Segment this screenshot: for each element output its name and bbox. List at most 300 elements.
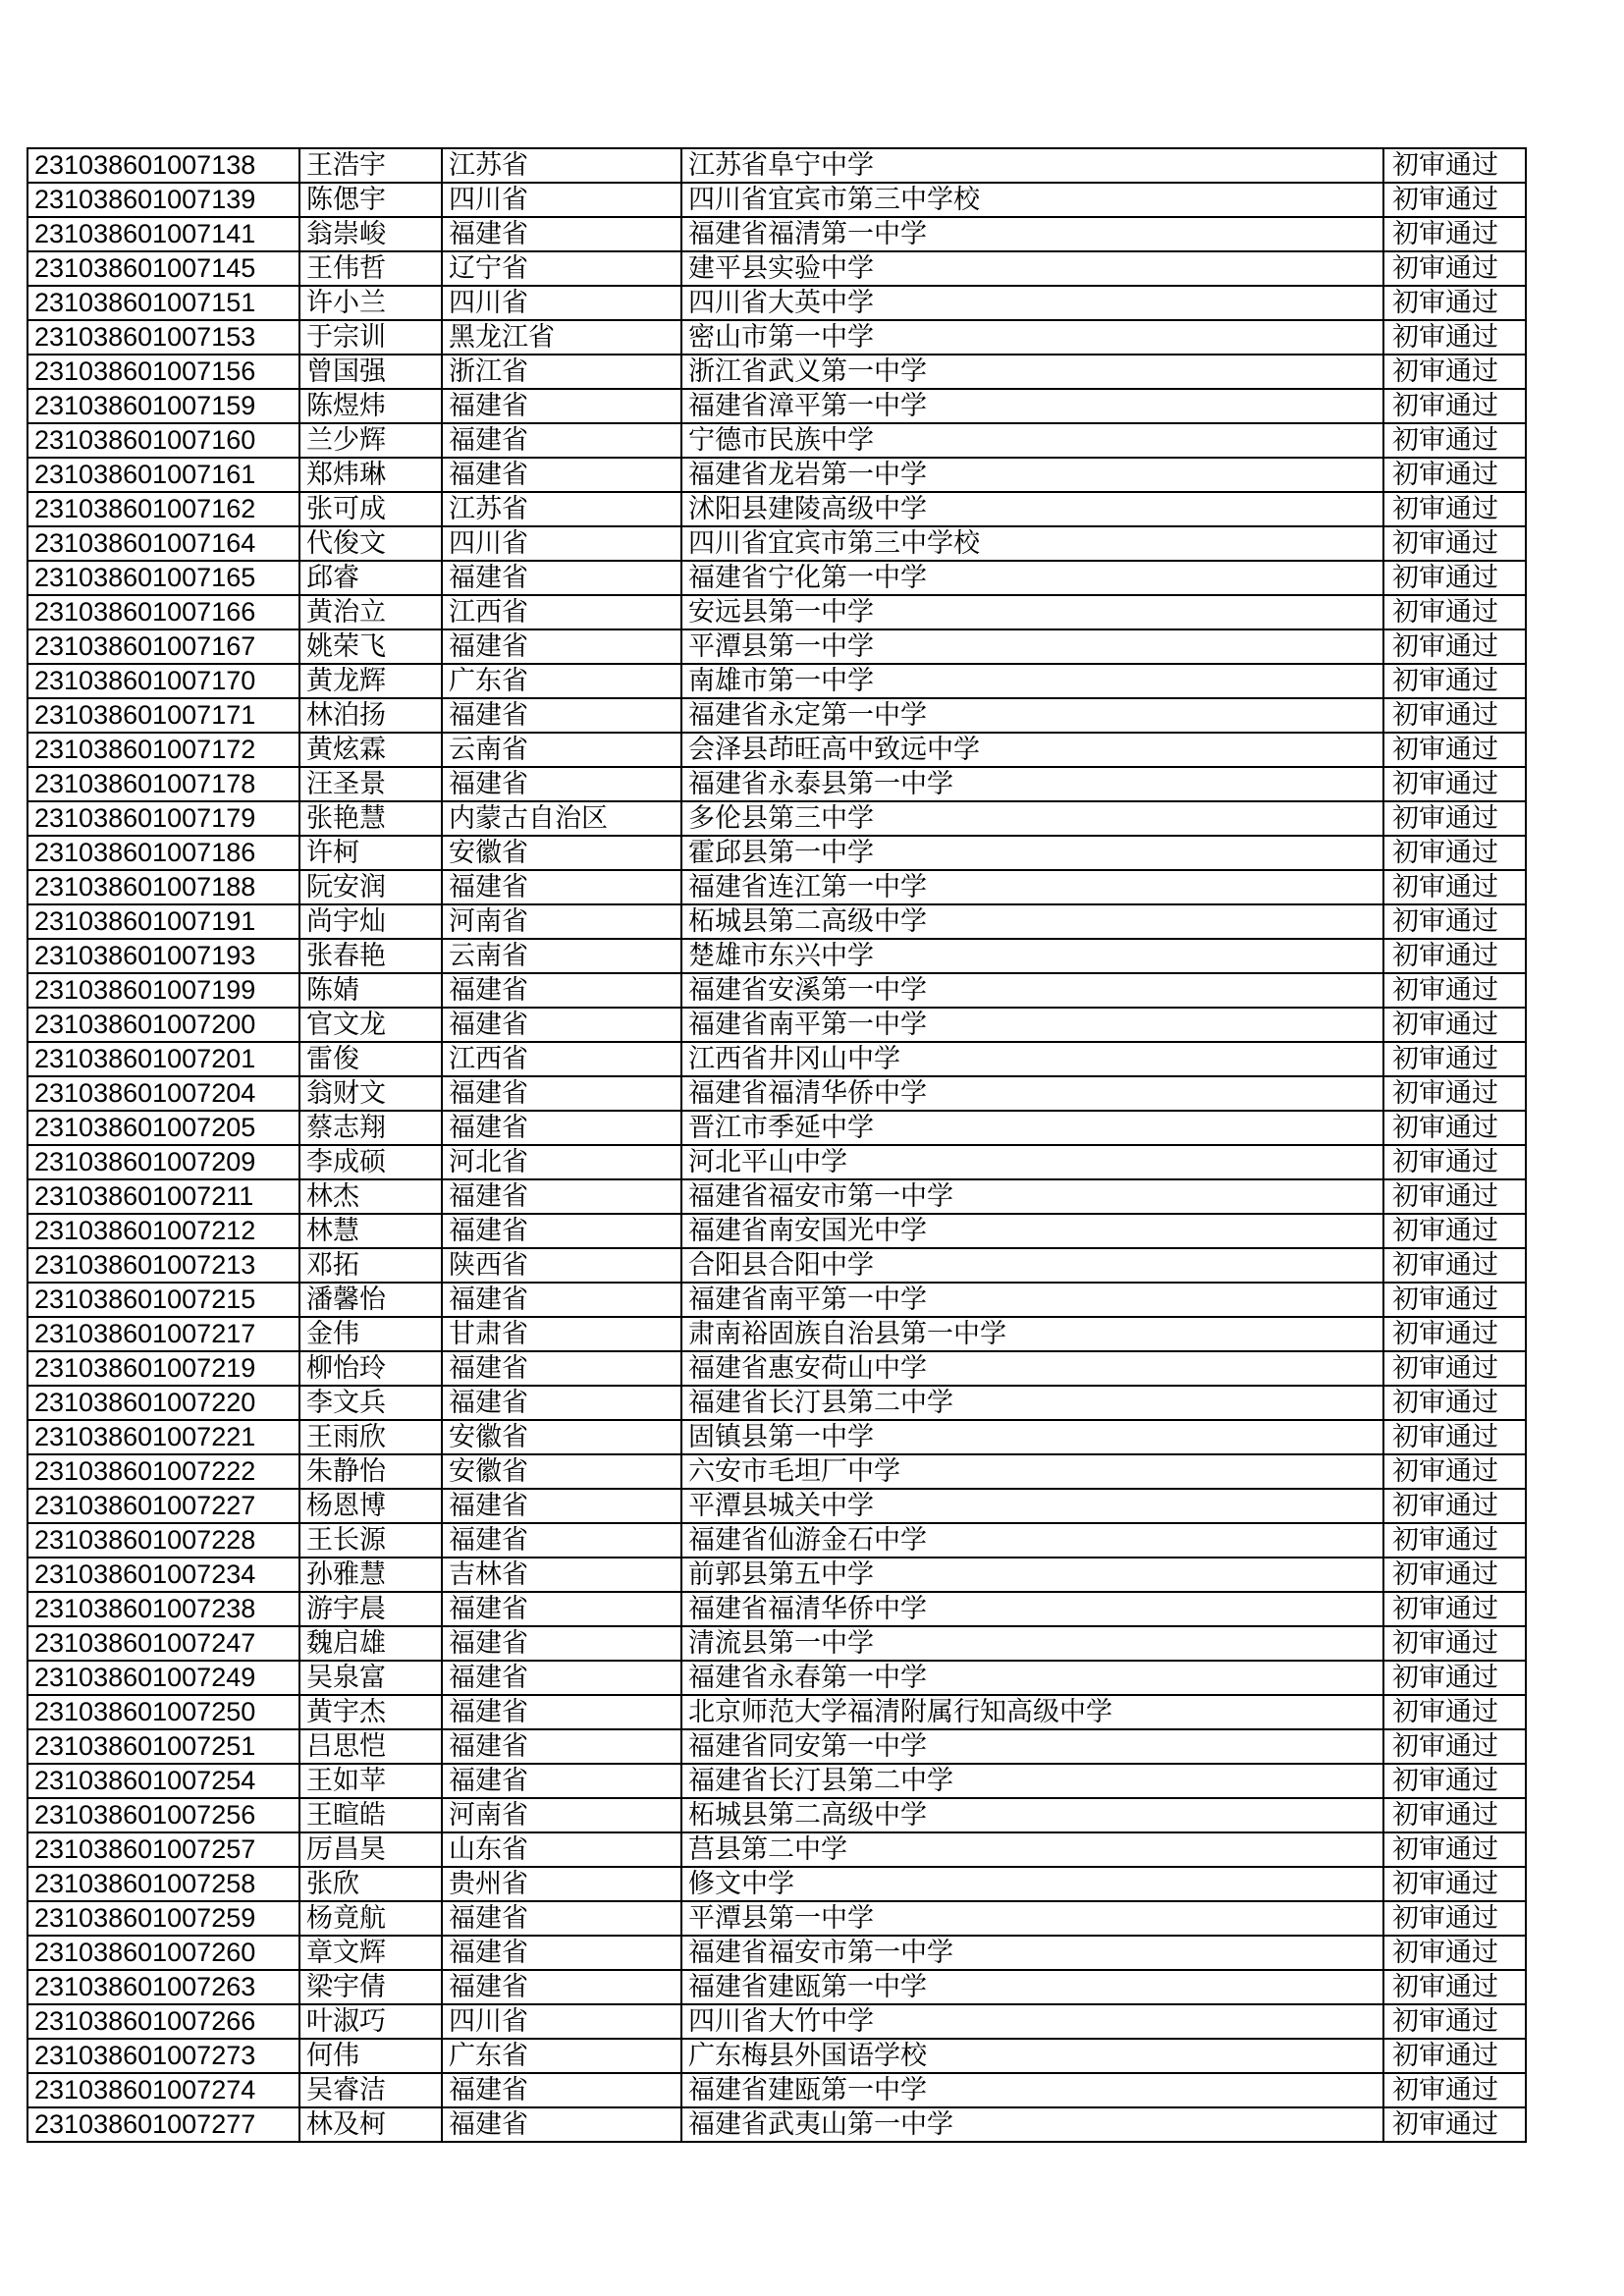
- table-row: [27, 2073, 1526, 2107]
- applicant-id-cell: 231038601007228: [27, 1523, 299, 1558]
- status-cell: 初审通过: [1383, 2004, 1526, 2039]
- name-cell: 邱睿: [299, 561, 442, 595]
- province-cell: 福建省: [442, 458, 681, 492]
- status-cell: 初审通过: [1383, 767, 1526, 801]
- status-cell: 初审通过: [1383, 595, 1526, 629]
- province-cell: 山东省: [442, 1832, 681, 1867]
- table-row: [27, 1832, 1526, 1867]
- status-cell: 初审通过: [1383, 1317, 1526, 1351]
- name-cell: 黄炫霖: [299, 733, 442, 767]
- applicant-id-cell: 231038601007219: [27, 1351, 299, 1386]
- name-cell: 于宗训: [299, 320, 442, 355]
- table-row: [27, 904, 1526, 939]
- applicant-id-cell: 231038601007161: [27, 458, 299, 492]
- status-cell: 初审通过: [1383, 1042, 1526, 1076]
- status-cell: 初审通过: [1383, 1145, 1526, 1179]
- status-cell: 初审通过: [1383, 320, 1526, 355]
- status-cell: 初审通过: [1383, 1695, 1526, 1729]
- applicant-id-cell: 231038601007166: [27, 595, 299, 629]
- table-row: [27, 767, 1526, 801]
- school-cell: 浙江省武义第一中学: [681, 355, 1383, 389]
- province-cell: 福建省: [442, 767, 681, 801]
- table-row: [27, 286, 1526, 320]
- status-cell: 初审通过: [1383, 183, 1526, 217]
- status-cell: 初审通过: [1383, 1970, 1526, 2004]
- table-row: [27, 1283, 1526, 1317]
- name-cell: 王浩宇: [299, 148, 442, 183]
- status-cell: 初审通过: [1383, 904, 1526, 939]
- province-cell: 广东省: [442, 664, 681, 698]
- province-cell: 四川省: [442, 286, 681, 320]
- province-cell: 福建省: [442, 389, 681, 423]
- school-cell: 平潭县第一中学: [681, 1901, 1383, 1936]
- name-cell: 李文兵: [299, 1386, 442, 1420]
- school-cell: 福建省福清第一中学: [681, 217, 1383, 251]
- school-cell: 四川省宜宾市第三中学校: [681, 183, 1383, 217]
- status-cell: 初审通过: [1383, 251, 1526, 286]
- school-cell: 广东梅县外国语学校: [681, 2039, 1383, 2073]
- province-cell: 广东省: [442, 2039, 681, 2073]
- applicant-id-cell: 231038601007179: [27, 801, 299, 836]
- applicant-id-cell: 231038601007259: [27, 1901, 299, 1936]
- applicant-id-cell: 231038601007145: [27, 251, 299, 286]
- applicant-id-cell: 231038601007215: [27, 1283, 299, 1317]
- school-cell: 前郭县第五中学: [681, 1558, 1383, 1592]
- applicant-id-cell: 231038601007250: [27, 1695, 299, 1729]
- name-cell: 章文辉: [299, 1936, 442, 1970]
- applicant-id-cell: 231038601007193: [27, 939, 299, 973]
- name-cell: 黄宇杰: [299, 1695, 442, 1729]
- status-cell: 初审通过: [1383, 2107, 1526, 2142]
- applicant-id-cell: 231038601007260: [27, 1936, 299, 1970]
- table-row: [27, 1420, 1526, 1454]
- name-cell: 郑炜琳: [299, 458, 442, 492]
- table-row: [27, 1970, 1526, 2004]
- name-cell: 姚荣飞: [299, 629, 442, 664]
- province-cell: 云南省: [442, 733, 681, 767]
- table-row: [27, 1248, 1526, 1283]
- status-cell: 初审通过: [1383, 1832, 1526, 1867]
- status-cell: 初审通过: [1383, 1179, 1526, 1214]
- province-cell: 福建省: [442, 2107, 681, 2142]
- school-cell: 福建省永定第一中学: [681, 698, 1383, 733]
- status-cell: 初审通过: [1383, 286, 1526, 320]
- table-body: [27, 148, 1526, 2142]
- status-cell: 初审通过: [1383, 1008, 1526, 1042]
- name-cell: 邓拓: [299, 1248, 442, 1283]
- status-cell: 初审通过: [1383, 526, 1526, 561]
- name-cell: 翁崇峻: [299, 217, 442, 251]
- school-cell: 修文中学: [681, 1867, 1383, 1901]
- applicant-id-cell: 231038601007247: [27, 1626, 299, 1661]
- table-row: [27, 1661, 1526, 1695]
- school-cell: 福建省武夷山第一中学: [681, 2107, 1383, 2142]
- status-cell: 初审通过: [1383, 1214, 1526, 1248]
- name-cell: 张艳慧: [299, 801, 442, 836]
- status-cell: 初审通过: [1383, 492, 1526, 526]
- name-cell: 朱静怡: [299, 1454, 442, 1489]
- province-cell: 河南省: [442, 904, 681, 939]
- school-cell: 福建省南安国光中学: [681, 1214, 1383, 1248]
- table-row: [27, 251, 1526, 286]
- applicant-id-cell: 231038601007159: [27, 389, 299, 423]
- name-cell: 梁宇倩: [299, 1970, 442, 2004]
- status-cell: 初审通过: [1383, 2073, 1526, 2107]
- school-cell: 福建省永泰县第一中学: [681, 767, 1383, 801]
- school-cell: 江西省井冈山中学: [681, 1042, 1383, 1076]
- status-cell: 初审通过: [1383, 1867, 1526, 1901]
- applicant-id-cell: 231038601007186: [27, 836, 299, 870]
- table-row: [27, 2004, 1526, 2039]
- school-cell: 固镇县第一中学: [681, 1420, 1383, 1454]
- applicant-id-cell: 231038601007199: [27, 973, 299, 1008]
- name-cell: 黄治立: [299, 595, 442, 629]
- applicant-id-cell: 231038601007222: [27, 1454, 299, 1489]
- applicant-id-cell: 231038601007213: [27, 1248, 299, 1283]
- applicant-id-cell: 231038601007257: [27, 1832, 299, 1867]
- status-cell: 初审通过: [1383, 355, 1526, 389]
- applicant-id-cell: 231038601007217: [27, 1317, 299, 1351]
- table-row: [27, 1214, 1526, 1248]
- status-cell: 初审通过: [1383, 458, 1526, 492]
- name-cell: 曾国强: [299, 355, 442, 389]
- table-row: [27, 1523, 1526, 1558]
- school-cell: 沭阳县建陵高级中学: [681, 492, 1383, 526]
- province-cell: 江苏省: [442, 492, 681, 526]
- applicant-id-cell: 231038601007251: [27, 1729, 299, 1764]
- status-cell: 初审通过: [1383, 836, 1526, 870]
- name-cell: 金伟: [299, 1317, 442, 1351]
- table-row: [27, 664, 1526, 698]
- school-cell: 密山市第一中学: [681, 320, 1383, 355]
- applicant-id-cell: 231038601007263: [27, 1970, 299, 2004]
- school-cell: 福建省福安市第一中学: [681, 1179, 1383, 1214]
- applicant-id-cell: 231038601007256: [27, 1798, 299, 1832]
- province-cell: 浙江省: [442, 355, 681, 389]
- school-cell: 柘城县第二高级中学: [681, 904, 1383, 939]
- table-row: [27, 1867, 1526, 1901]
- applicant-id-cell: 231038601007151: [27, 286, 299, 320]
- school-cell: 福建省同安第一中学: [681, 1729, 1383, 1764]
- name-cell: 翁财文: [299, 1076, 442, 1111]
- table-row: [27, 1317, 1526, 1351]
- table-row: [27, 217, 1526, 251]
- province-cell: 甘肃省: [442, 1317, 681, 1351]
- status-cell: 初审通过: [1383, 1626, 1526, 1661]
- province-cell: 福建省: [442, 698, 681, 733]
- school-cell: 南雄市第一中学: [681, 664, 1383, 698]
- table-row: [27, 698, 1526, 733]
- name-cell: 吴睿洁: [299, 2073, 442, 2107]
- status-cell: 初审通过: [1383, 1936, 1526, 1970]
- table-row: [27, 526, 1526, 561]
- table-row: [27, 1008, 1526, 1042]
- table-row: [27, 1729, 1526, 1764]
- name-cell: 叶淑巧: [299, 2004, 442, 2039]
- name-cell: 张春艳: [299, 939, 442, 973]
- name-cell: 何伟: [299, 2039, 442, 2073]
- status-cell: 初审通过: [1383, 629, 1526, 664]
- name-cell: 林及柯: [299, 2107, 442, 2142]
- province-cell: 福建省: [442, 1386, 681, 1420]
- table-row: [27, 1454, 1526, 1489]
- table-row: [27, 1489, 1526, 1523]
- applicant-id-cell: 231038601007171: [27, 698, 299, 733]
- status-cell: 初审通过: [1383, 1592, 1526, 1626]
- table-row: [27, 629, 1526, 664]
- school-cell: 四川省大英中学: [681, 286, 1383, 320]
- province-cell: 江苏省: [442, 148, 681, 183]
- applicant-id-cell: 231038601007162: [27, 492, 299, 526]
- school-cell: 清流县第一中学: [681, 1626, 1383, 1661]
- status-cell: 初审通过: [1383, 1248, 1526, 1283]
- status-cell: 初审通过: [1383, 1558, 1526, 1592]
- table-row: [27, 939, 1526, 973]
- name-cell: 王伟哲: [299, 251, 442, 286]
- name-cell: 王如苹: [299, 1764, 442, 1798]
- province-cell: 福建省: [442, 1111, 681, 1145]
- applicant-id-cell: 231038601007212: [27, 1214, 299, 1248]
- name-cell: 林泊扬: [299, 698, 442, 733]
- school-cell: 霍邱县第一中学: [681, 836, 1383, 870]
- applicant-id-cell: 231038601007201: [27, 1042, 299, 1076]
- province-cell: 内蒙古自治区: [442, 801, 681, 836]
- school-cell: 福建省南平第一中学: [681, 1283, 1383, 1317]
- status-cell: 初审通过: [1383, 1798, 1526, 1832]
- province-cell: 吉林省: [442, 1558, 681, 1592]
- status-cell: 初审通过: [1383, 1386, 1526, 1420]
- status-cell: 初审通过: [1383, 1729, 1526, 1764]
- applicant-id-cell: 231038601007191: [27, 904, 299, 939]
- province-cell: 福建省: [442, 2073, 681, 2107]
- province-cell: 福建省: [442, 1008, 681, 1042]
- name-cell: 张可成: [299, 492, 442, 526]
- table-row: [27, 561, 1526, 595]
- province-cell: 福建省: [442, 561, 681, 595]
- status-cell: 初审通过: [1383, 561, 1526, 595]
- applicant-id-cell: 231038601007234: [27, 1558, 299, 1592]
- province-cell: 河北省: [442, 1145, 681, 1179]
- table-row: [27, 183, 1526, 217]
- school-cell: 福建省长汀县第二中学: [681, 1764, 1383, 1798]
- school-cell: 合阳县合阳中学: [681, 1248, 1383, 1283]
- table-row: [27, 870, 1526, 904]
- table-row: [27, 1042, 1526, 1076]
- applicant-id-cell: 231038601007138: [27, 148, 299, 183]
- applicant-id-cell: 231038601007139: [27, 183, 299, 217]
- name-cell: 张欣: [299, 1867, 442, 1901]
- province-cell: 四川省: [442, 526, 681, 561]
- province-cell: 福建省: [442, 1970, 681, 2004]
- province-cell: 福建省: [442, 1661, 681, 1695]
- name-cell: 蔡志翔: [299, 1111, 442, 1145]
- name-cell: 雷俊: [299, 1042, 442, 1076]
- name-cell: 吴泉富: [299, 1661, 442, 1695]
- status-cell: 初审通过: [1383, 1351, 1526, 1386]
- table-row: [27, 2107, 1526, 2142]
- school-cell: 晋江市季延中学: [681, 1111, 1383, 1145]
- table-row: [27, 1695, 1526, 1729]
- name-cell: 陈婧: [299, 973, 442, 1008]
- status-cell: 初审通过: [1383, 1764, 1526, 1798]
- applicant-id-cell: 231038601007221: [27, 1420, 299, 1454]
- province-cell: 福建省: [442, 423, 681, 458]
- applicant-id-cell: 231038601007141: [27, 217, 299, 251]
- school-cell: 河北平山中学: [681, 1145, 1383, 1179]
- school-cell: 多伦县第三中学: [681, 801, 1383, 836]
- status-cell: 初审通过: [1383, 1283, 1526, 1317]
- school-cell: 建平县实验中学: [681, 251, 1383, 286]
- school-cell: 四川省大竹中学: [681, 2004, 1383, 2039]
- province-cell: 福建省: [442, 1729, 681, 1764]
- table-row: [27, 1798, 1526, 1832]
- school-cell: 四川省宜宾市第三中学校: [681, 526, 1383, 561]
- status-cell: 初审通过: [1383, 973, 1526, 1008]
- name-cell: 魏启雄: [299, 1626, 442, 1661]
- school-cell: 宁德市民族中学: [681, 423, 1383, 458]
- province-cell: 四川省: [442, 2004, 681, 2039]
- name-cell: 黄龙辉: [299, 664, 442, 698]
- name-cell: 李成硕: [299, 1145, 442, 1179]
- province-cell: 贵州省: [442, 1867, 681, 1901]
- table-row: [27, 458, 1526, 492]
- table-row: [27, 1626, 1526, 1661]
- table-row: [27, 1558, 1526, 1592]
- name-cell: 林杰: [299, 1179, 442, 1214]
- status-cell: 初审通过: [1383, 423, 1526, 458]
- school-cell: 福建省龙岩第一中学: [681, 458, 1383, 492]
- name-cell: 杨竟航: [299, 1901, 442, 1936]
- province-cell: 福建省: [442, 1283, 681, 1317]
- table-row: [27, 389, 1526, 423]
- status-cell: 初审通过: [1383, 870, 1526, 904]
- table-row: [27, 1386, 1526, 1420]
- school-cell: 北京师范大学福清附属行知高级中学: [681, 1695, 1383, 1729]
- school-cell: 福建省永春第一中学: [681, 1661, 1383, 1695]
- school-cell: 平潭县城关中学: [681, 1489, 1383, 1523]
- table-row: [27, 1936, 1526, 1970]
- name-cell: 阮安润: [299, 870, 442, 904]
- school-cell: 福建省长汀县第二中学: [681, 1386, 1383, 1420]
- table-row: [27, 148, 1526, 183]
- table-row: [27, 1145, 1526, 1179]
- school-cell: 楚雄市东兴中学: [681, 939, 1383, 973]
- applicant-id-cell: 231038601007274: [27, 2073, 299, 2107]
- status-cell: 初审通过: [1383, 1420, 1526, 1454]
- table-row: [27, 1592, 1526, 1626]
- name-cell: 王暄皓: [299, 1798, 442, 1832]
- applicant-id-cell: 231038601007204: [27, 1076, 299, 1111]
- applicant-id-cell: 231038601007167: [27, 629, 299, 664]
- name-cell: 王雨欣: [299, 1420, 442, 1454]
- school-cell: 肃南裕固族自治县第一中学: [681, 1317, 1383, 1351]
- status-cell: 初审通过: [1383, 698, 1526, 733]
- applicant-id-cell: 231038601007160: [27, 423, 299, 458]
- province-cell: 福建省: [442, 973, 681, 1008]
- table-row: [27, 492, 1526, 526]
- table-row: [27, 1351, 1526, 1386]
- school-cell: 福建省漳平第一中学: [681, 389, 1383, 423]
- province-cell: 福建省: [442, 1351, 681, 1386]
- province-cell: 福建省: [442, 1592, 681, 1626]
- status-cell: 初审通过: [1383, 1901, 1526, 1936]
- school-cell: 福建省连江第一中学: [681, 870, 1383, 904]
- school-cell: 莒县第二中学: [681, 1832, 1383, 1867]
- name-cell: 吕思恺: [299, 1729, 442, 1764]
- name-cell: 林慧: [299, 1214, 442, 1248]
- name-cell: 兰少辉: [299, 423, 442, 458]
- applicant-id-cell: 231038601007200: [27, 1008, 299, 1042]
- province-cell: 安徽省: [442, 836, 681, 870]
- province-cell: 福建省: [442, 1764, 681, 1798]
- applicant-id-cell: 231038601007156: [27, 355, 299, 389]
- name-cell: 尚宇灿: [299, 904, 442, 939]
- status-cell: 初审通过: [1383, 733, 1526, 767]
- applicant-id-cell: 231038601007254: [27, 1764, 299, 1798]
- applicant-id-cell: 231038601007178: [27, 767, 299, 801]
- name-cell: 厉昌昊: [299, 1832, 442, 1867]
- applicant-id-cell: 231038601007238: [27, 1592, 299, 1626]
- school-cell: 六安市毛坦厂中学: [681, 1454, 1383, 1489]
- province-cell: 福建省: [442, 1214, 681, 1248]
- applicant-id-cell: 231038601007258: [27, 1867, 299, 1901]
- applicant-id-cell: 231038601007249: [27, 1661, 299, 1695]
- table-row: [27, 801, 1526, 836]
- province-cell: 福建省: [442, 1076, 681, 1111]
- name-cell: 代俊文: [299, 526, 442, 561]
- applicant-id-cell: 231038601007227: [27, 1489, 299, 1523]
- applicant-id-cell: 231038601007170: [27, 664, 299, 698]
- school-cell: 柘城县第二高级中学: [681, 1798, 1383, 1832]
- table-row: [27, 320, 1526, 355]
- applicant-id-cell: 231038601007266: [27, 2004, 299, 2039]
- table-row: [27, 1076, 1526, 1111]
- applicant-id-cell: 231038601007165: [27, 561, 299, 595]
- table-row: [27, 595, 1526, 629]
- table-row: [27, 355, 1526, 389]
- name-cell: 许柯: [299, 836, 442, 870]
- table-row: [27, 973, 1526, 1008]
- province-cell: 福建省: [442, 217, 681, 251]
- name-cell: 王长源: [299, 1523, 442, 1558]
- status-cell: 初审通过: [1383, 1661, 1526, 1695]
- province-cell: 福建省: [442, 870, 681, 904]
- name-cell: 陈煜炜: [299, 389, 442, 423]
- school-cell: 福建省建瓯第一中学: [681, 2073, 1383, 2107]
- province-cell: 福建省: [442, 1936, 681, 1970]
- table-row: [27, 836, 1526, 870]
- school-cell: 江苏省阜宁中学: [681, 148, 1383, 183]
- status-cell: 初审通过: [1383, 148, 1526, 183]
- province-cell: 福建省: [442, 1489, 681, 1523]
- table-row: [27, 1764, 1526, 1798]
- table-row: [27, 1111, 1526, 1145]
- name-cell: 孙雅慧: [299, 1558, 442, 1592]
- applicant-id-cell: 231038601007153: [27, 320, 299, 355]
- applicant-id-cell: 231038601007277: [27, 2107, 299, 2142]
- province-cell: 四川省: [442, 183, 681, 217]
- table-row: [27, 2039, 1526, 2073]
- applicant-id-cell: 231038601007211: [27, 1179, 299, 1214]
- province-cell: 安徽省: [442, 1420, 681, 1454]
- province-cell: 辽宁省: [442, 251, 681, 286]
- status-cell: 初审通过: [1383, 217, 1526, 251]
- applicant-table: [27, 147, 1527, 2143]
- school-cell: 福建省惠安荷山中学: [681, 1351, 1383, 1386]
- applicant-id-cell: 231038601007209: [27, 1145, 299, 1179]
- province-cell: 河南省: [442, 1798, 681, 1832]
- school-cell: 福建省安溪第一中学: [681, 973, 1383, 1008]
